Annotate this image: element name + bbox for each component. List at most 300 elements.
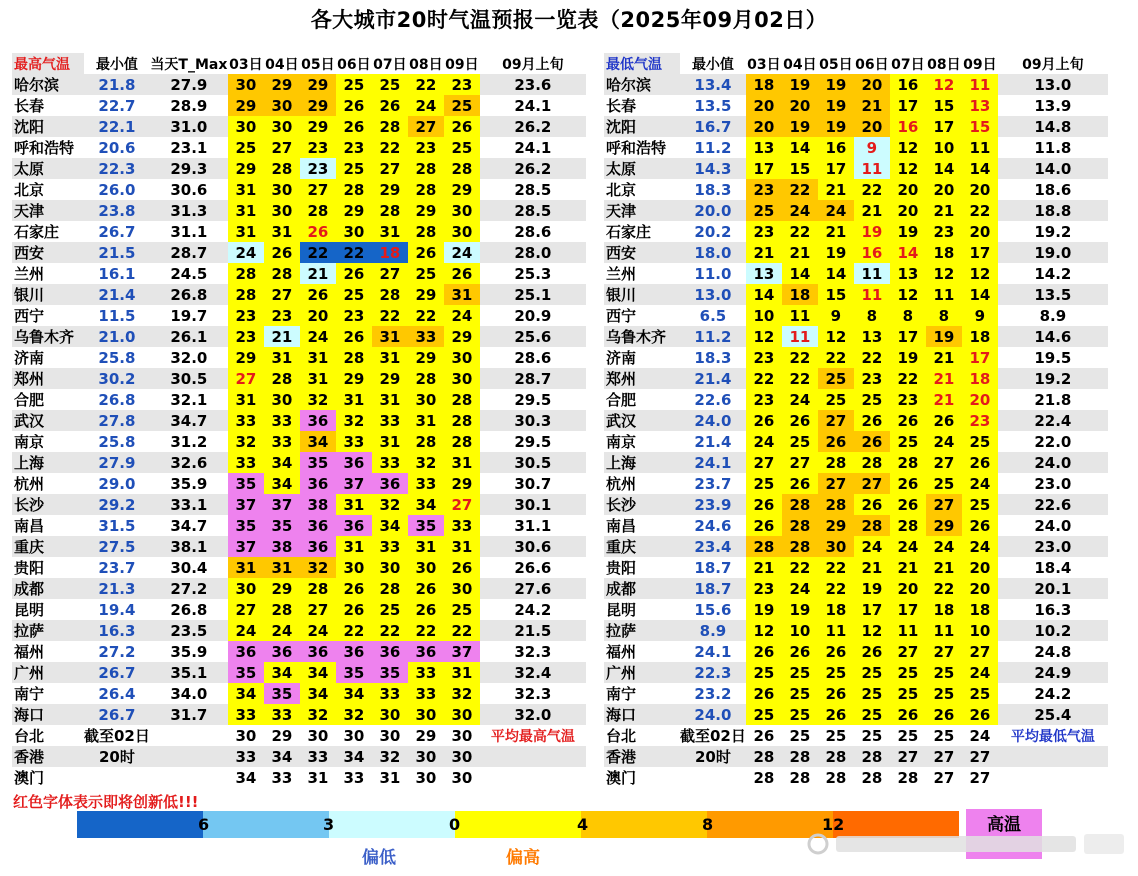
forecast-cell: 28	[854, 515, 890, 536]
min-value: 11.0	[680, 263, 746, 284]
forecast-cell: 25	[890, 431, 926, 452]
forecast-cell: 26	[962, 515, 998, 536]
forecast-cell: 26	[818, 431, 854, 452]
dekad-value: 30.5	[480, 452, 586, 473]
dekad-value: 14.2	[998, 263, 1108, 284]
dekad-value: 19.2	[998, 221, 1108, 242]
extra-cell	[680, 767, 746, 788]
forecast-cell: 11	[854, 158, 890, 179]
dekad-value: 19.2	[998, 368, 1108, 389]
forecast-cell: 30	[336, 557, 372, 578]
forecast-cell: 28	[372, 116, 408, 137]
city-name: 沈阳	[604, 116, 680, 137]
forecast-cell: 26	[746, 641, 782, 662]
forecast-cell: 25	[228, 137, 264, 158]
forecast-cell: 26	[408, 599, 444, 620]
forecast-cell: 18	[962, 326, 998, 347]
table-row	[604, 263, 1108, 284]
forecast-cell: 23	[336, 137, 372, 158]
forecast-cell: 11	[962, 137, 998, 158]
forecast-cell: 21	[854, 200, 890, 221]
min-value: 26.7	[84, 704, 150, 725]
tmax-value: 26.8	[150, 284, 228, 305]
forecast-cell: 22	[408, 620, 444, 641]
forecast-cell: 28	[444, 431, 480, 452]
forecast-cell: 27	[890, 641, 926, 662]
forecast-cell: 25	[818, 662, 854, 683]
min-value: 16.3	[84, 620, 150, 641]
min-value: 16.1	[84, 263, 150, 284]
table-row	[604, 326, 1108, 347]
table-row	[604, 137, 1108, 158]
extra-cell: 平均最高气温	[480, 725, 586, 746]
dekad-value: 30.3	[480, 410, 586, 431]
forecast-cell: 29	[300, 74, 336, 95]
forecast-cell: 22	[782, 368, 818, 389]
forecast-cell: 28	[818, 494, 854, 515]
forecast-cell: 26	[336, 116, 372, 137]
city-name: 昆明	[604, 599, 680, 620]
forecast-cell: 28	[444, 389, 480, 410]
forecast-cell: 31	[444, 536, 480, 557]
min-value: 18.3	[680, 179, 746, 200]
dekad-value: 23.0	[998, 473, 1108, 494]
forecast-cell: 26	[854, 410, 890, 431]
forecast-cell: 24	[854, 536, 890, 557]
forecast-cell: 22	[408, 74, 444, 95]
forecast-cell: 24	[300, 620, 336, 641]
forecast-cell: 29	[372, 179, 408, 200]
forecast-cell: 28	[264, 158, 300, 179]
forecast-cell: 29	[444, 179, 480, 200]
forecast-cell: 31	[228, 200, 264, 221]
tmax-value: 32.6	[150, 452, 228, 473]
forecast-cell: 28	[336, 347, 372, 368]
min-value: 29.0	[84, 473, 150, 494]
forecast-cell: 30	[818, 536, 854, 557]
forecast-cell: 26	[444, 263, 480, 284]
forecast-cell: 27	[926, 494, 962, 515]
forecast-cell: 24	[962, 473, 998, 494]
forecast-cell: 30	[444, 578, 480, 599]
forecast-cell: 29	[408, 347, 444, 368]
dekad-value: 32.0	[480, 704, 586, 725]
forecast-cell: 30	[408, 389, 444, 410]
forecast-cell: 20	[962, 578, 998, 599]
city-name: 合肥	[604, 389, 680, 410]
table-row	[12, 221, 586, 242]
forecast-cell: 31	[408, 536, 444, 557]
forecast-cell: 20	[926, 179, 962, 200]
forecast-cell: 24	[408, 95, 444, 116]
forecast-cell: 31	[264, 557, 300, 578]
dekad-value: 22.4	[998, 410, 1108, 431]
city-name: 哈尔滨	[12, 74, 84, 95]
forecast-cell: 22	[818, 347, 854, 368]
forecast-cell: 29	[408, 284, 444, 305]
forecast-cell: 23	[228, 305, 264, 326]
forecast-cell: 30	[444, 347, 480, 368]
forecast-cell: 36	[300, 536, 336, 557]
extra-cell: 31	[300, 767, 336, 788]
min-value: 25.8	[84, 347, 150, 368]
forecast-cell: 29	[228, 347, 264, 368]
tmax-value: 26.1	[150, 326, 228, 347]
dekad-value: 13.9	[998, 95, 1108, 116]
city-name: 乌鲁木齐	[604, 326, 680, 347]
column-header: 05日	[300, 53, 336, 74]
forecast-cell: 36	[336, 515, 372, 536]
forecast-cell: 21	[854, 95, 890, 116]
forecast-cell: 26	[962, 452, 998, 473]
dekad-value: 29.5	[480, 389, 586, 410]
forecast-cell: 15	[782, 158, 818, 179]
forecast-cell: 9	[962, 305, 998, 326]
min-value: 18.0	[680, 242, 746, 263]
min-value: 24.1	[680, 641, 746, 662]
dekad-value: 13.0	[998, 74, 1108, 95]
extra-cell	[150, 767, 228, 788]
forecast-cell: 19	[890, 221, 926, 242]
forecast-cell: 12	[890, 137, 926, 158]
forecast-cell: 19	[782, 116, 818, 137]
table-row	[12, 578, 586, 599]
city-name: 上海	[604, 452, 680, 473]
tmax-value: 27.9	[150, 74, 228, 95]
forecast-cell: 8	[854, 305, 890, 326]
forecast-cell: 12	[746, 326, 782, 347]
forecast-cell: 22	[926, 578, 962, 599]
table-row	[604, 284, 1108, 305]
forecast-cell: 28	[746, 536, 782, 557]
forecast-cell: 27	[228, 368, 264, 389]
forecast-cell: 26	[818, 704, 854, 725]
forecast-cell: 26	[300, 221, 336, 242]
city-name: 呼和浩特	[604, 137, 680, 158]
forecast-cell: 13	[890, 263, 926, 284]
table-row	[12, 410, 586, 431]
forecast-cell: 30	[408, 704, 444, 725]
forecast-cell: 26	[336, 95, 372, 116]
tmax-value: 30.6	[150, 179, 228, 200]
extra-cell	[84, 767, 150, 788]
forecast-cell: 33	[228, 704, 264, 725]
forecast-cell: 27	[264, 284, 300, 305]
forecast-cell: 33	[372, 452, 408, 473]
forecast-cell: 17	[890, 599, 926, 620]
min-value: 27.9	[84, 452, 150, 473]
extra-cell: 平均最低气温	[998, 725, 1108, 746]
min-value: 26.7	[84, 662, 150, 683]
min-value: 31.5	[84, 515, 150, 536]
extra-cell: 30	[444, 725, 480, 746]
table-row	[604, 620, 1108, 641]
forecast-cell: 20	[962, 389, 998, 410]
column-header: 07日	[890, 53, 926, 74]
column-header: 最低气温	[604, 53, 680, 74]
forecast-cell: 31	[228, 557, 264, 578]
forecast-cell: 20	[890, 200, 926, 221]
forecast-cell: 12	[926, 263, 962, 284]
dekad-value: 10.2	[998, 620, 1108, 641]
forecast-cell: 15	[818, 284, 854, 305]
tmax-value: 31.7	[150, 704, 228, 725]
forecast-cell: 25	[890, 683, 926, 704]
city-name: 呼和浩特	[12, 137, 84, 158]
table-row	[12, 704, 586, 725]
table-row	[604, 578, 1108, 599]
min-value: 22.7	[84, 95, 150, 116]
forecast-cell: 25	[890, 662, 926, 683]
forecast-cell: 19	[890, 347, 926, 368]
min-value: 27.2	[84, 641, 150, 662]
dekad-value: 32.4	[480, 662, 586, 683]
tmax-value: 34.7	[150, 515, 228, 536]
min-value: 27.8	[84, 410, 150, 431]
city-name: 天津	[604, 200, 680, 221]
forecast-cell: 19	[854, 221, 890, 242]
forecast-cell: 30	[444, 221, 480, 242]
table-row	[12, 116, 586, 137]
forecast-cell: 17	[818, 158, 854, 179]
min-value: 24.0	[680, 704, 746, 725]
forecast-cell: 28	[408, 368, 444, 389]
extra-cell	[150, 746, 228, 767]
forecast-cell: 33	[336, 431, 372, 452]
min-value: 23.9	[680, 494, 746, 515]
forecast-cell: 28	[782, 515, 818, 536]
dekad-value: 14.8	[998, 116, 1108, 137]
forecast-cell: 31	[300, 368, 336, 389]
table-row-extra	[12, 767, 586, 788]
page-title: 各大城市20时气温预报一览表（2025年09月02日）	[310, 8, 828, 32]
city-name: 广州	[604, 662, 680, 683]
forecast-cell: 35	[300, 452, 336, 473]
city-name: 银川	[12, 284, 84, 305]
table-row	[604, 305, 1108, 326]
forecast-cell: 28	[818, 452, 854, 473]
forecast-cell: 22	[782, 557, 818, 578]
scale-tick: 4	[577, 815, 589, 834]
forecast-cell: 18	[962, 368, 998, 389]
forecast-cell: 12	[926, 74, 962, 95]
city-name: 哈尔滨	[604, 74, 680, 95]
scale-tick: 6	[198, 815, 210, 834]
forecast-cell: 31	[444, 452, 480, 473]
forecast-cell: 26	[408, 242, 444, 263]
table-row	[12, 74, 586, 95]
extra-cell: 34	[336, 746, 372, 767]
table-row	[12, 200, 586, 221]
column-header: 03日	[228, 53, 264, 74]
forecast-cell: 27	[818, 473, 854, 494]
forecast-cell: 14	[818, 263, 854, 284]
table-row	[604, 116, 1108, 137]
min-value: 20.0	[680, 200, 746, 221]
forecast-cell: 24	[890, 536, 926, 557]
tmax-value: 23.1	[150, 137, 228, 158]
city-name: 福州	[604, 641, 680, 662]
city-name: 合肥	[12, 389, 84, 410]
table-row	[604, 221, 1108, 242]
extra-cell	[998, 746, 1108, 767]
min-value: 24.6	[680, 515, 746, 536]
forecast-cell: 26	[818, 683, 854, 704]
forecast-cell: 29	[300, 116, 336, 137]
min-value: 24.1	[680, 452, 746, 473]
forecast-cell: 22	[300, 242, 336, 263]
forecast-cell: 29	[444, 473, 480, 494]
forecast-cell: 23	[890, 389, 926, 410]
min-value: 16.7	[680, 116, 746, 137]
table-row	[12, 347, 586, 368]
column-header: 最高气温	[12, 53, 84, 74]
min-value: 20.6	[84, 137, 150, 158]
forecast-cell: 30	[264, 179, 300, 200]
forecast-cell: 8	[890, 305, 926, 326]
forecast-cell: 16	[890, 116, 926, 137]
forecast-cell: 11	[926, 620, 962, 641]
forecast-cell: 24	[782, 578, 818, 599]
forecast-cell: 25	[336, 74, 372, 95]
forecast-cell: 31	[444, 284, 480, 305]
forecast-cell: 36	[372, 641, 408, 662]
dekad-value: 24.2	[998, 683, 1108, 704]
extra-cell: 截至02日	[680, 727, 746, 745]
table-row	[12, 137, 586, 158]
dekad-value: 24.1	[480, 95, 586, 116]
forecast-cell: 26	[746, 683, 782, 704]
city-name: 北京	[12, 179, 84, 200]
forecast-cell: 32	[300, 557, 336, 578]
extra-cell: 28	[782, 746, 818, 767]
forecast-cell: 22	[782, 179, 818, 200]
min-value: 25.8	[84, 431, 150, 452]
forecast-cell: 25	[746, 704, 782, 725]
tmax-value: 34.0	[150, 683, 228, 704]
forecast-cell: 25	[336, 158, 372, 179]
extra-cell: 26	[746, 725, 782, 746]
forecast-cell: 26	[336, 599, 372, 620]
forecast-cell: 31	[372, 431, 408, 452]
min-value: 14.3	[680, 158, 746, 179]
min-value: 29.2	[84, 494, 150, 515]
forecast-cell: 25	[818, 368, 854, 389]
forecast-cell: 30	[264, 95, 300, 116]
forecast-cell: 26	[926, 704, 962, 725]
forecast-cell: 23	[444, 74, 480, 95]
tmax-value: 33.1	[150, 494, 228, 515]
forecast-cell: 32	[300, 704, 336, 725]
forecast-cell: 31	[408, 410, 444, 431]
forecast-cell: 23	[228, 326, 264, 347]
tmax-value: 31.3	[150, 200, 228, 221]
forecast-cell: 21	[746, 242, 782, 263]
forecast-cell: 28	[372, 200, 408, 221]
min-value: 23.8	[84, 200, 150, 221]
forecast-cell: 31	[228, 179, 264, 200]
forecast-cell: 11	[962, 74, 998, 95]
tmax-value: 31.1	[150, 221, 228, 242]
dekad-value: 32.3	[480, 641, 586, 662]
forecast-cell: 25	[854, 683, 890, 704]
dekad-value: 21.5	[480, 620, 586, 641]
city-name: 石家庄	[604, 221, 680, 242]
forecast-cell: 33	[372, 683, 408, 704]
forecast-cell: 23	[926, 221, 962, 242]
forecast-cell: 34	[300, 662, 336, 683]
extra-cell: 29	[264, 725, 300, 746]
forecast-cell: 23	[746, 179, 782, 200]
table-row	[12, 620, 586, 641]
forecast-cell: 35	[228, 662, 264, 683]
dekad-value: 28.7	[480, 368, 586, 389]
forecast-cell: 24	[228, 620, 264, 641]
forecast-cell: 25	[962, 683, 998, 704]
extra-cell: 30	[408, 767, 444, 788]
forecast-cell: 26	[782, 410, 818, 431]
forecast-cell: 30	[264, 116, 300, 137]
city-name: 重庆	[12, 536, 84, 557]
city-name: 长春	[12, 95, 84, 116]
dekad-value: 23.0	[998, 536, 1108, 557]
forecast-cell: 26	[444, 116, 480, 137]
dekad-value: 26.6	[480, 557, 586, 578]
min-value: 23.4	[680, 536, 746, 557]
dekad-value: 30.1	[480, 494, 586, 515]
forecast-cell: 22	[962, 200, 998, 221]
forecast-cell: 30	[336, 221, 372, 242]
min-value: 27.5	[84, 536, 150, 557]
table-row-extra	[604, 767, 1108, 788]
forecast-cell: 11	[782, 305, 818, 326]
forecast-cell: 26	[818, 641, 854, 662]
min-value: 18.3	[680, 347, 746, 368]
forecast-cell: 28	[444, 158, 480, 179]
min-value: 21.3	[84, 578, 150, 599]
forecast-cell: 20	[854, 116, 890, 137]
dekad-value: 19.5	[998, 347, 1108, 368]
forecast-cell: 18	[962, 599, 998, 620]
forecast-cell: 30	[444, 704, 480, 725]
forecast-cell: 28	[228, 263, 264, 284]
forecast-cell: 21	[926, 347, 962, 368]
dekad-value: 30.6	[480, 536, 586, 557]
forecast-cell: 36	[300, 641, 336, 662]
forecast-cell: 28	[372, 578, 408, 599]
extra-cell: 34	[264, 746, 300, 767]
forecast-cell: 33	[372, 410, 408, 431]
forecast-cell: 34	[336, 683, 372, 704]
forecast-cell: 18	[782, 284, 818, 305]
dekad-value: 28.5	[480, 200, 586, 221]
forecast-cell: 25	[926, 683, 962, 704]
city-name: 海口	[604, 704, 680, 725]
dekad-value: 25.3	[480, 263, 586, 284]
table-row	[604, 179, 1108, 200]
min-value: 21.5	[84, 242, 150, 263]
min-value: 8.9	[680, 620, 746, 641]
tmax-value: 27.2	[150, 578, 228, 599]
forecast-cell: 26	[890, 473, 926, 494]
forecast-cell: 17	[854, 599, 890, 620]
table-row	[604, 95, 1108, 116]
scale-tick: 3	[323, 815, 335, 834]
min-value: 30.2	[84, 368, 150, 389]
forecast-cell: 33	[408, 326, 444, 347]
dekad-value: 29.5	[480, 431, 586, 452]
dekad-value: 25.6	[480, 326, 586, 347]
